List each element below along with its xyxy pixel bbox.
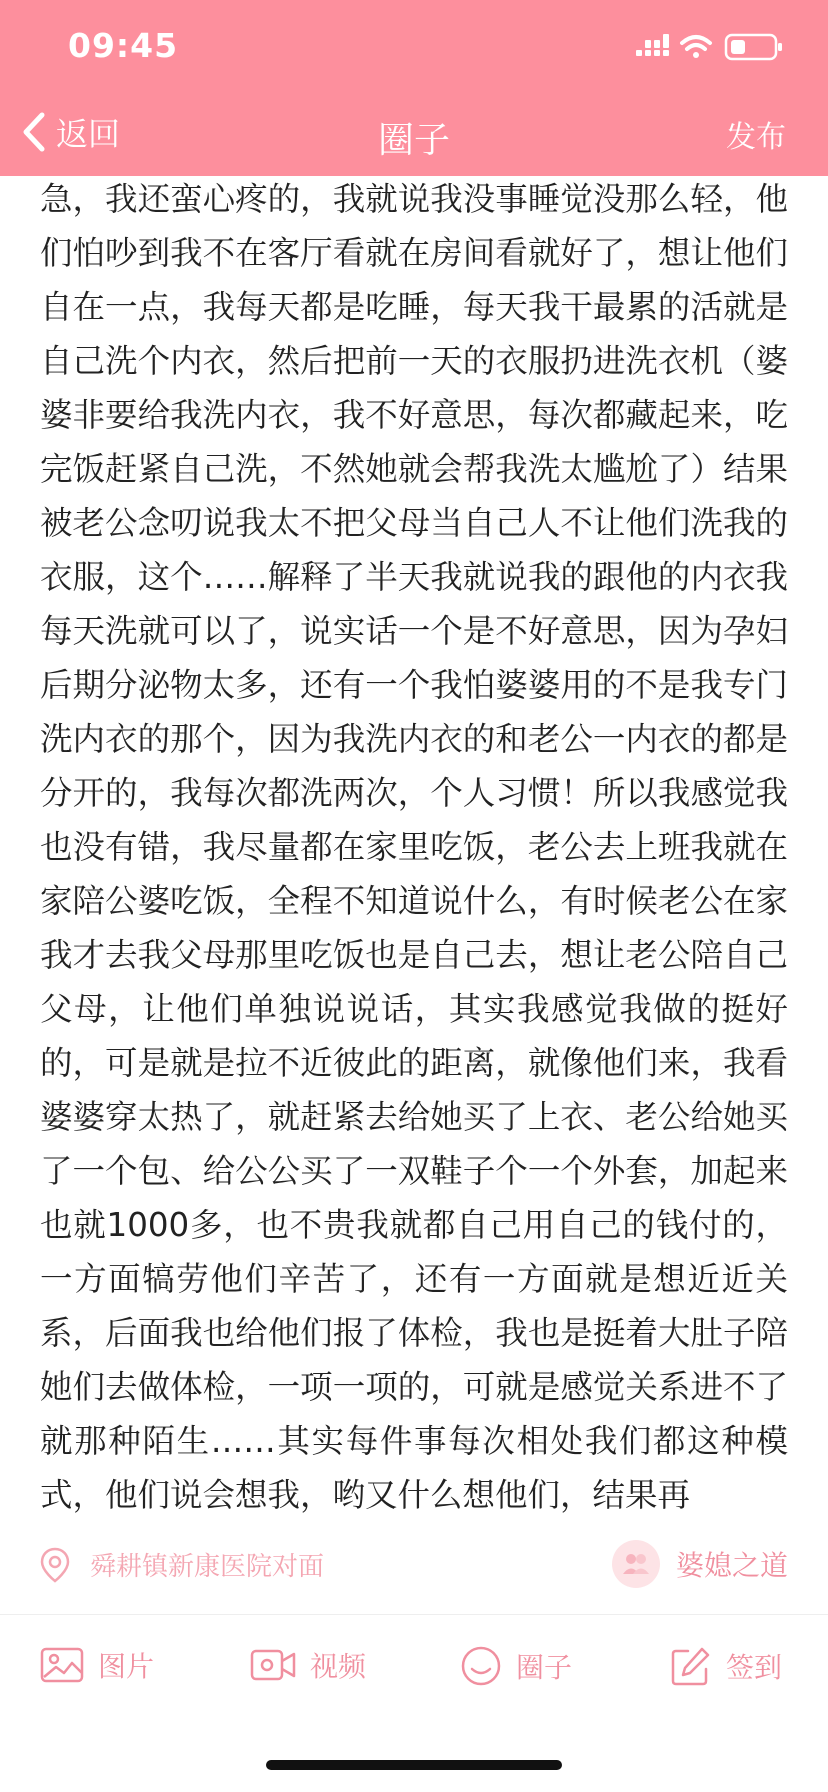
status-time: 09:45 <box>68 26 179 65</box>
people-icon <box>621 1552 651 1576</box>
post-body-text: 急，我还蛮心疼的，我就说我没事睡觉没那么轻，他们怕吵到我不在客厅看就在房间看就好了，想让他们自在一点，我每天都是吃睡，每天我干最累的活就是自己洗个内衣，然后把前一天的衣服扔进洗衣机（婆婆非要给我洗内衣，我不好意思，每次都藏起来，吃完饭赶紧自己洗，不然她就会帮我洗太尴尬了）结果被老公念叨说我太不把父母当自己人不让他们洗我的衣服，这个……解释了半天我就说我的跟他的内衣我每天洗就可以了，说实话一个是不好意思，因为孕妇后期分泌物太多，还有一个我怕婆婆用的不是我专门洗内衣的那个，因为我洗内衣的和老公一内衣的都是分开的，我每次都洗两次，个人习惯！所以我感觉我也没有错，我尽量都在家里吃饭，老公去上班我就在家陪公婆吃饭，全程不知道说什么，有时候老公在家我才去我父母那里吃饭也是自己去，想让老公陪自己父母，让他们单独说说话，其实我感觉我做的挺好的，可是就是拉不近彼此的距离，就像他们来，我看婆婆穿太热了，就赶紧去给她买了上衣、老公给她买了一个包、给公公买了一双鞋子个一个外套，加起来也就1000多，也不贵我就都自己用自己的钱付的，一方面犒劳他们辛苦了，还有一方面就是想近近关系，后面我也给他们报了体检，我也是挺着大肚子陪她们去做体检，一项一项的，可就是感觉关系进不了就那种陌生……其实每件事每次相处我们都这种模式，他们说会想我，哟又什么想他们，结果再 <box>40 180 788 1514</box>
page-title: 圈子 <box>377 120 450 161</box>
circle-label: 圈子 <box>516 1651 573 1684</box>
video-label: 视频 <box>310 1650 367 1683</box>
status-icons-svg <box>636 30 786 64</box>
battery-icon <box>726 35 782 59</box>
checkin-label: 签到 <box>726 1651 783 1684</box>
wifi-icon <box>682 37 710 58</box>
signal-icon <box>636 34 669 56</box>
post-meta-row <box>0 1540 828 1600</box>
checkin-button[interactable] <box>670 1645 782 1687</box>
video-icon <box>250 1645 296 1685</box>
circle-icon <box>460 1645 502 1687</box>
circle-link[interactable] <box>612 1540 788 1588</box>
image-icon <box>40 1645 84 1685</box>
image-button[interactable] <box>40 1645 154 1685</box>
checkin-icon <box>670 1645 712 1687</box>
circle-name: 婆媳之道 <box>675 1549 788 1582</box>
post-content[interactable] <box>40 176 788 1546</box>
publish-button[interactable]: 发布 <box>726 120 786 155</box>
back-label: 返回 <box>56 115 121 153</box>
app-header <box>0 0 828 176</box>
bottom-toolbar <box>0 1615 828 1725</box>
image-label: 图片 <box>98 1650 155 1683</box>
location-pin-icon <box>40 1547 70 1583</box>
video-button[interactable] <box>250 1645 366 1685</box>
circle-button[interactable] <box>460 1645 572 1687</box>
circle-avatar-icon <box>612 1540 660 1588</box>
home-indicator[interactable] <box>266 1760 562 1770</box>
location[interactable] <box>40 1546 324 1583</box>
status-icons <box>636 30 786 64</box>
location-text: 舜耕镇新康医院对面 <box>90 1552 325 1582</box>
